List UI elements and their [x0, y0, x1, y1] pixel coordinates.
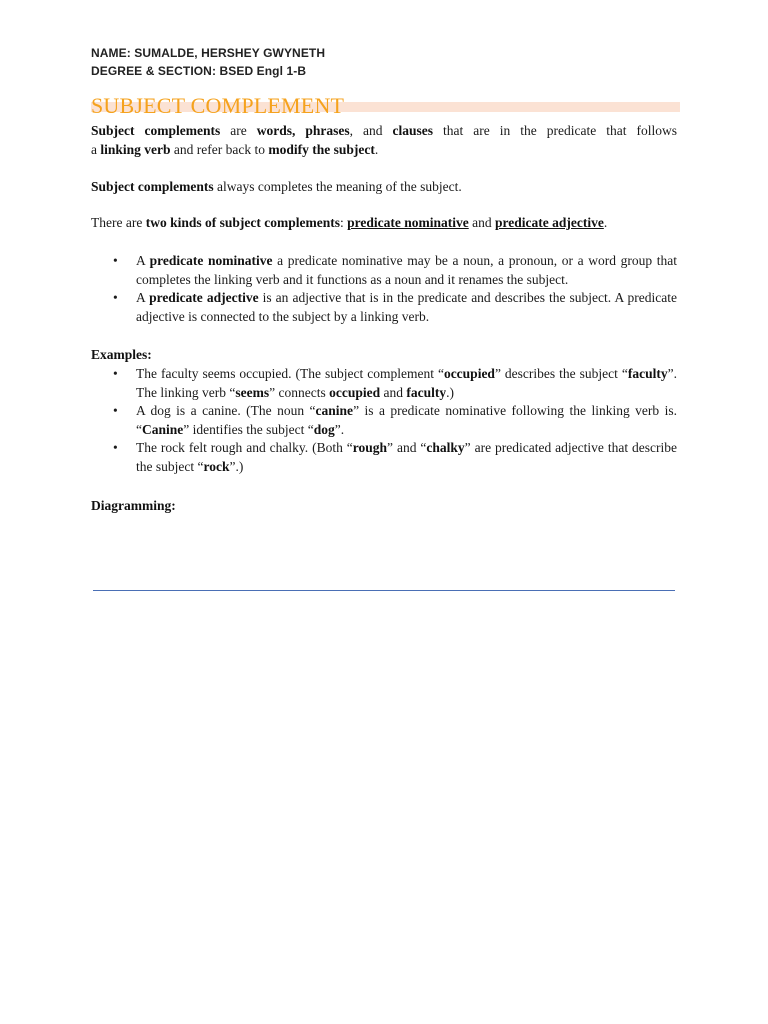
- text-run: the: [520, 123, 537, 138]
- text-run: seems: [235, 384, 270, 400]
- text-run: ,: [291, 123, 296, 138]
- text-run: that: [443, 123, 464, 138]
- list-item: [91, 402, 677, 439]
- text-run: words: [256, 123, 292, 138]
- list-item: [91, 365, 677, 402]
- degree-section: DEGREE & SECTION: BSED Engl 1-B: [91, 64, 307, 78]
- text-run: always completes the meaning of the subject.: [213, 179, 462, 194]
- text-run: Subject: [91, 123, 135, 138]
- text-run: A dog is a canine. (The noun “: [136, 403, 316, 418]
- text-run: The rock felt rough and chalky. (Both “: [136, 440, 353, 455]
- text-run: in: [499, 123, 511, 138]
- list-item: [91, 289, 677, 326]
- text-run: predicate nominative: [149, 253, 273, 268]
- examples-list: [91, 365, 677, 476]
- text-run: .: [603, 215, 608, 230]
- list-item: [91, 439, 677, 476]
- text-run: ” identifies the subject “: [183, 421, 314, 437]
- text-run: ” describes the subject “: [494, 366, 628, 381]
- text-run: a: [91, 141, 101, 157]
- text-run: :: [339, 215, 348, 230]
- list-item: [91, 252, 677, 289]
- text-run: predicate: [546, 123, 597, 138]
- text-run: There are: [91, 215, 146, 230]
- text-run: predicate adjective: [494, 215, 604, 230]
- text-run: that: [606, 123, 627, 138]
- text-run: and: [380, 384, 407, 400]
- text-run: occupied: [443, 366, 495, 381]
- bullet-icon: •: [113, 290, 118, 305]
- text-run: ” connects: [269, 384, 330, 400]
- text-run: phrases: [305, 123, 350, 138]
- bullet-icon: •: [113, 366, 118, 381]
- text-run: occupied: [329, 384, 381, 400]
- text-run: predicate adjective: [149, 290, 259, 305]
- definition-paragraph: [91, 122, 677, 159]
- text-run: ”. The linking verb “: [136, 366, 677, 400]
- text-run: ” is a predicate nominative following the linking verb is. “: [136, 403, 677, 437]
- text-run: and: [468, 215, 495, 230]
- text-run: ” are predicated adjective that describe the subject “: [136, 440, 677, 474]
- text-run: .: [374, 141, 379, 157]
- text-run: ” and “: [387, 440, 427, 455]
- text-run: and refer back to: [170, 141, 269, 157]
- bullet-icon: •: [113, 403, 118, 418]
- text-run: rock: [203, 458, 230, 474]
- text-run: ”.): [229, 458, 244, 474]
- diagramming-heading-text: Diagramming:: [91, 498, 176, 513]
- text-run: The faculty seems occupied. (The subject complement “: [136, 366, 444, 381]
- student-name: NAME: SUMALDE, HERSHEY GWYNETH: [91, 46, 326, 60]
- text-run: predicate nominative: [347, 215, 469, 230]
- text-run: faculty: [627, 366, 668, 381]
- text-run: linking verb: [100, 141, 171, 157]
- text-run: a predicate nominative may be a noun, a pronoun, or a word group that completes the linking verb and it functions as a noun and it renames the subject.: [136, 253, 677, 287]
- text-run: two kinds of subject complements: [145, 215, 340, 230]
- text-run: ”.: [334, 421, 345, 437]
- text-run: clauses: [392, 123, 433, 138]
- text-run: are: [230, 123, 247, 138]
- bullet-icon: •: [113, 440, 118, 455]
- text-run: rough: [352, 440, 388, 455]
- text-run: and: [363, 123, 383, 138]
- text-run: follows: [636, 123, 677, 138]
- divider-line: [93, 590, 675, 591]
- text-run: is an adjective that is in the predicate and describes the subject. A predicate adjective is connected to the subject by a linking verb.: [136, 290, 677, 324]
- examples-heading: [91, 346, 677, 365]
- text-run: A: [136, 253, 150, 268]
- text-run: chalky: [426, 440, 465, 455]
- diagramming-heading: [91, 497, 677, 516]
- text-run: Subject complements: [91, 179, 214, 194]
- text-run: complements: [144, 123, 221, 138]
- text-run: .): [446, 384, 454, 400]
- text-run: modify the subject: [268, 141, 375, 157]
- text-run: ,: [349, 123, 353, 138]
- text-run: are: [473, 123, 490, 138]
- kinds-paragraph: [91, 214, 677, 233]
- page-title: SUBJECT COMPLEMENT: [91, 93, 345, 118]
- examples-heading-text: Examples:: [91, 347, 152, 362]
- definitions-list: [91, 252, 677, 326]
- text-run: canine: [315, 403, 354, 418]
- completes-paragraph: [91, 178, 677, 197]
- bullet-icon: •: [113, 253, 118, 268]
- text-run: Canine: [142, 421, 184, 437]
- text-run: faculty: [406, 384, 447, 400]
- text-run: A: [136, 290, 150, 305]
- text-run: dog: [313, 421, 335, 437]
